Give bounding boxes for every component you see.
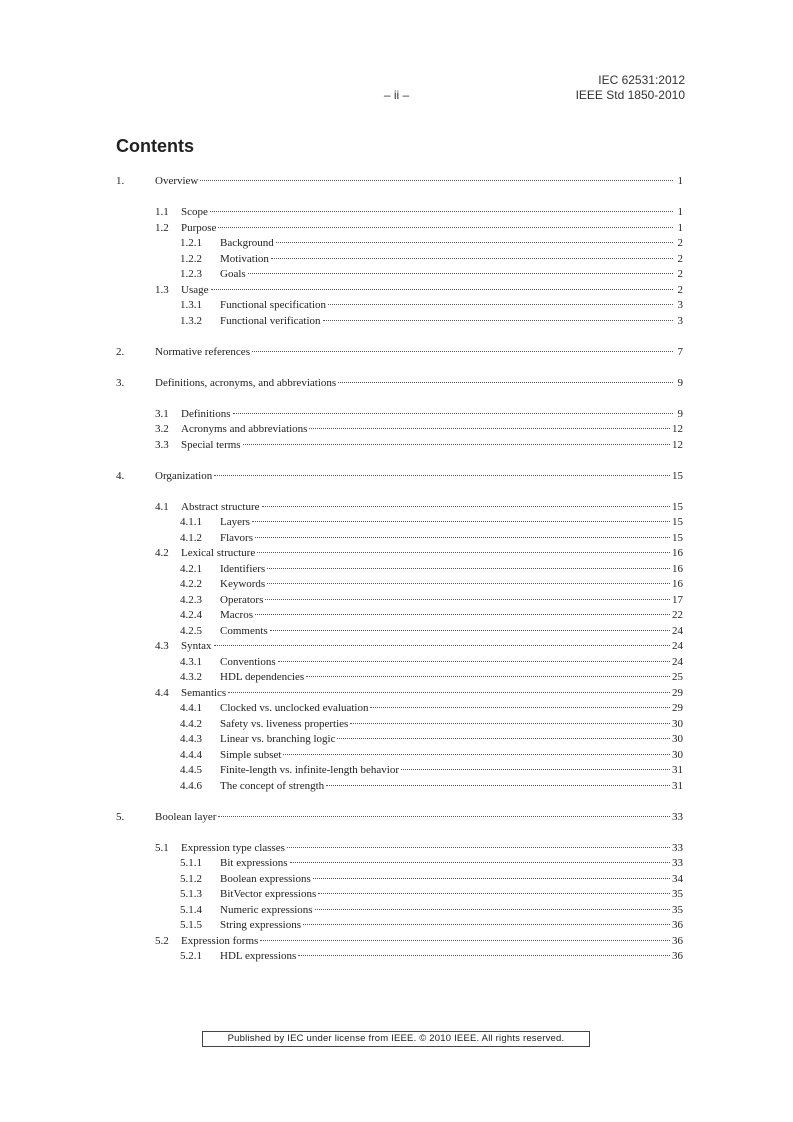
dot-leader (315, 908, 670, 910)
dot-leader (303, 923, 670, 925)
dot-leader (252, 520, 670, 522)
toc-entry-number: 4.1.1 (180, 516, 202, 528)
toc-entry-number: 4.4.4 (180, 748, 202, 761)
toc-entry[interactable] (116, 872, 683, 888)
toc-entry-number: 1.3.2 (180, 314, 202, 327)
toc-entry[interactable] (116, 593, 683, 609)
toc-entry[interactable] (116, 469, 683, 485)
toc-entry-number: 4.2.4 (180, 609, 202, 621)
toc-entry-title[interactable]: Lexical structure (181, 547, 256, 559)
toc-entry-title[interactable]: Macros (220, 609, 253, 621)
ieee-standard-id: IEEE Std 1850-2010 (575, 88, 685, 102)
toc-entry-page[interactable]: 30 (672, 748, 683, 761)
toc-entry[interactable] (116, 624, 683, 640)
toc-entry[interactable] (116, 531, 683, 547)
toc-entry-number: 3. (116, 376, 125, 389)
dot-leader (313, 877, 670, 879)
toc-entry[interactable] (116, 438, 683, 454)
dot-leader (337, 737, 670, 739)
toc-entry-page[interactable]: 12 (672, 438, 683, 451)
toc-entry-page[interactable]: 29 (672, 686, 683, 699)
dot-leader (214, 644, 670, 646)
toc-entry[interactable] (116, 856, 683, 872)
toc-entry-page[interactable]: 36 (672, 950, 683, 962)
toc-entry-number: 1.2.2 (180, 252, 202, 265)
toc-entry-number: 1.2 (155, 221, 169, 234)
toc-entry-number: 5.1.5 (180, 919, 202, 931)
toc-entry-page[interactable]: 15 (672, 500, 683, 513)
toc-entry-number: 5.1.4 (180, 903, 202, 916)
toc-entry-number: 5.2.1 (180, 950, 202, 962)
toc-entry-number: 4.3 (155, 640, 169, 652)
toc-entry[interactable] (116, 562, 683, 578)
toc-entry-title[interactable]: The concept of strength (220, 779, 325, 792)
dot-leader (248, 272, 673, 274)
toc-entry[interactable] (116, 422, 683, 438)
toc-entry-number: 4.4.2 (180, 717, 202, 730)
toc-entry-title[interactable]: Special terms (181, 438, 241, 451)
toc-entry-page[interactable]: 2 (677, 268, 683, 280)
toc-entry[interactable] (116, 407, 683, 423)
dot-leader (252, 350, 673, 352)
toc-entry-number: 1.3 (155, 283, 169, 296)
iec-standard-id: IEC 62531:2012 (598, 73, 685, 87)
toc-entry-title[interactable]: Boolean expressions (220, 872, 311, 885)
dot-leader (257, 551, 670, 553)
dot-leader (298, 954, 670, 956)
toc-entry-title[interactable]: Motivation (220, 252, 269, 265)
toc-entry[interactable] (116, 252, 683, 268)
toc-entry-number: 5.1.3 (180, 888, 202, 900)
toc-entry-title[interactable]: Numeric expressions (220, 903, 313, 916)
toc-entry[interactable] (116, 686, 683, 702)
toc-entry-page[interactable]: 7 (677, 345, 683, 358)
dot-leader (278, 660, 670, 662)
toc-entry-number: 1.1 (155, 206, 169, 218)
toc-entry-number: 4.2.3 (180, 593, 202, 606)
dot-leader (267, 567, 670, 569)
toc-entry-number: 4.4.1 (180, 702, 202, 714)
dot-leader (262, 505, 671, 507)
toc-entry-page[interactable]: 1 (677, 206, 683, 218)
toc-entry-number: 3.2 (155, 423, 169, 435)
dot-leader (401, 768, 670, 770)
toc-entry-number: 1.3.1 (180, 299, 202, 311)
toc-entry-page[interactable]: 33 (672, 857, 683, 869)
toc-entry-page[interactable]: 12 (672, 423, 683, 435)
toc-entry-page[interactable]: 24 (672, 640, 683, 652)
dot-leader (210, 210, 673, 212)
dot-leader (350, 722, 670, 724)
dot-leader (370, 706, 670, 708)
toc-entry[interactable] (116, 903, 683, 919)
toc-entry-page[interactable]: 33 (672, 841, 683, 854)
toc-entry-number: 4.4.6 (180, 779, 202, 792)
toc-entry-page[interactable]: 1 (677, 175, 683, 187)
dot-leader (309, 427, 670, 429)
toc-entry-title[interactable]: Linear vs. branching logic (220, 733, 336, 745)
toc-entry-page[interactable]: 3 (677, 299, 683, 311)
toc-entry-number: 3.3 (155, 438, 169, 451)
toc-entry[interactable] (116, 608, 683, 624)
toc-entry-page[interactable]: 9 (677, 407, 683, 420)
toc-entry-title[interactable]: Usage (181, 283, 209, 296)
toc-entry-title[interactable]: Goals (220, 268, 246, 280)
toc-entry-title[interactable]: Clocked vs. unclocked evaluation (220, 702, 369, 714)
toc-entry-title[interactable]: Acronyms and abbreviations (181, 423, 308, 435)
toc-entry-title[interactable]: Simple subset (220, 748, 282, 761)
toc-entry-title[interactable]: Boolean layer (155, 810, 217, 823)
dot-leader (260, 939, 670, 941)
dot-leader (318, 892, 670, 894)
toc-entry-title[interactable]: Layers (220, 516, 250, 528)
toc-entry-title[interactable]: Organization (155, 469, 213, 482)
toc-entry-title[interactable]: Expression type classes (181, 841, 285, 854)
toc-entry[interactable] (116, 174, 683, 190)
toc-entry[interactable] (116, 376, 683, 392)
toc-entry-page[interactable]: 34 (672, 872, 683, 885)
dot-leader (265, 598, 670, 600)
dot-leader (243, 443, 670, 445)
dot-leader (228, 691, 670, 693)
toc-entry-page[interactable]: 33 (672, 810, 683, 823)
toc-entry-number: 4.4 (155, 686, 169, 699)
toc-entry-title[interactable]: Flavors (220, 531, 253, 544)
toc-entry-title[interactable]: Finite-length vs. infinite-length behavior (220, 764, 400, 776)
toc-entry-page[interactable]: 35 (672, 903, 683, 916)
toc-entry[interactable] (116, 748, 683, 764)
toc-entry[interactable] (116, 298, 683, 314)
toc-entry[interactable] (116, 577, 683, 593)
dot-leader (267, 582, 670, 584)
dot-leader (276, 241, 673, 243)
toc-entry-title[interactable]: Syntax (181, 640, 212, 652)
toc-entry[interactable] (116, 934, 683, 950)
toc-entry-number: 4.3.2 (180, 671, 202, 683)
toc-entry[interactable] (116, 918, 683, 934)
toc-entry-title[interactable]: BitVector expressions (220, 888, 317, 900)
dot-leader (323, 319, 674, 321)
dot-leader (211, 288, 674, 290)
dot-leader (271, 257, 673, 259)
toc-entry[interactable] (116, 841, 683, 857)
toc-entry-title[interactable]: Overview (155, 175, 199, 187)
toc-entry-title[interactable]: Conventions (220, 655, 276, 668)
toc-entry-page[interactable]: 3 (677, 314, 683, 327)
toc-entry-title[interactable]: Normative references (155, 345, 250, 358)
copyright-notice: Published by IEC under license from IEEE. © 2010 IEEE. All rights reserved. (202, 1031, 590, 1047)
toc-entry-number: 4. (116, 469, 125, 482)
toc-entry-title[interactable]: Operators (220, 593, 264, 606)
dot-leader (326, 784, 670, 786)
toc-entry-number: 5. (116, 810, 125, 823)
toc-entry-number: 1.2.1 (180, 237, 202, 249)
dot-leader (255, 613, 670, 615)
toc-entry[interactable] (116, 670, 683, 686)
toc-entry-page[interactable]: 1 (677, 221, 683, 234)
toc-entry-number: 4.3.1 (180, 655, 202, 668)
toc-entry-title[interactable]: Identifiers (220, 562, 266, 575)
toc-entry-number: 4.2.5 (180, 624, 202, 637)
toc-entry-page[interactable]: 2 (677, 252, 683, 265)
toc-entry-title[interactable]: Semantics (181, 686, 227, 699)
dot-leader (328, 303, 673, 305)
toc-entry-number: 3.1 (155, 407, 169, 420)
toc-entry-number: 1. (116, 175, 125, 187)
toc-entry-page[interactable]: 16 (672, 547, 683, 559)
toc-entry-title[interactable]: Abstract structure (181, 500, 260, 513)
toc-entry[interactable] (116, 779, 683, 795)
dot-leader (200, 179, 673, 181)
toc-entry-title[interactable]: HDL dependencies (220, 671, 305, 683)
toc-entry-page[interactable]: 15 (672, 469, 683, 482)
toc-entry[interactable] (116, 810, 683, 826)
toc-entry[interactable] (116, 546, 683, 562)
toc-entry-title[interactable]: HDL expressions (220, 950, 297, 962)
toc-entry-page[interactable]: 16 (672, 578, 683, 590)
dot-leader (283, 753, 670, 755)
toc-entry-page[interactable]: 22 (672, 609, 683, 621)
toc-entry[interactable] (116, 236, 683, 252)
table-of-contents (116, 174, 683, 965)
toc-entry-number: 4.2 (155, 547, 169, 559)
toc-entry[interactable] (116, 639, 683, 655)
toc-entry[interactable] (116, 949, 683, 965)
toc-entry[interactable] (116, 515, 683, 531)
toc-entry-number: 5.1.1 (180, 857, 202, 869)
toc-entry-number: 4.4.3 (180, 733, 202, 745)
toc-entry-page[interactable]: 31 (672, 764, 683, 776)
toc-entry-page[interactable]: 31 (672, 779, 683, 792)
page-number: – ii – (383, 88, 410, 102)
toc-entry-page[interactable]: 2 (677, 237, 683, 249)
toc-entry-page[interactable]: 24 (672, 624, 683, 637)
toc-entry-page[interactable]: 9 (677, 376, 683, 389)
toc-entry[interactable] (116, 283, 683, 299)
dot-leader (255, 536, 670, 538)
toc-entry-title[interactable]: String expressions (220, 919, 301, 931)
toc-entry-number: 5.1 (155, 841, 169, 854)
toc-entry[interactable] (116, 267, 683, 283)
toc-entry[interactable] (116, 701, 683, 717)
dot-leader (290, 861, 670, 863)
toc-entry-number: 4.1.2 (180, 531, 202, 544)
toc-entry-title[interactable]: Expression forms (181, 934, 259, 947)
dot-leader (218, 226, 673, 228)
toc-entry[interactable] (116, 732, 683, 748)
dot-leader (218, 815, 670, 817)
dot-leader (306, 675, 670, 677)
toc-entry-title[interactable]: Definitions (181, 407, 231, 420)
toc-entry[interactable] (116, 221, 683, 237)
toc-entry-page[interactable]: 17 (672, 593, 683, 606)
toc-entry[interactable] (116, 763, 683, 779)
dot-leader (287, 846, 670, 848)
dot-leader (270, 629, 670, 631)
toc-entry[interactable] (116, 314, 683, 330)
toc-entry-number: 5.1.2 (180, 872, 202, 885)
toc-entry-page[interactable]: 16 (672, 562, 683, 575)
toc-entry-page[interactable]: 15 (672, 531, 683, 544)
toc-entry-title[interactable]: Definitions, acronyms, and abbreviations (155, 376, 337, 389)
toc-entry[interactable] (116, 205, 683, 221)
toc-entry-number: 2. (116, 345, 125, 358)
toc-entry-number: 5.2 (155, 934, 169, 947)
toc-entry-number: 4.1 (155, 500, 169, 513)
toc-entry-page[interactable]: 35 (672, 888, 683, 900)
toc-entry-page[interactable]: 24 (672, 655, 683, 668)
toc-entry-page[interactable]: 36 (672, 934, 683, 947)
toc-entry-title[interactable]: Functional verification (220, 314, 321, 327)
toc-entry-title[interactable]: Comments (220, 624, 268, 637)
dot-leader (338, 381, 673, 383)
toc-entry-page[interactable]: 25 (672, 671, 683, 683)
toc-entry-page[interactable]: 29 (672, 702, 683, 714)
dot-leader (233, 412, 674, 414)
toc-entry-number: 4.4.5 (180, 764, 202, 776)
toc-entry-title[interactable]: Purpose (181, 221, 217, 234)
toc-entry[interactable] (116, 345, 683, 361)
toc-entry-page[interactable]: 36 (672, 919, 683, 931)
toc-entry-page[interactable]: 15 (672, 516, 683, 528)
toc-entry-title[interactable]: Background (220, 237, 274, 249)
toc-entry[interactable] (116, 887, 683, 903)
toc-entry[interactable] (116, 655, 683, 671)
toc-entry[interactable] (116, 717, 683, 733)
toc-entry-number: 4.2.1 (180, 562, 202, 575)
toc-entry-title[interactable]: Keywords (220, 578, 266, 590)
dot-leader (214, 474, 670, 476)
toc-entry[interactable] (116, 500, 683, 516)
toc-entry-number: 4.2.2 (180, 578, 202, 590)
toc-entry-number: 1.2.3 (180, 268, 202, 280)
toc-entry-title[interactable]: Safety vs. liveness properties (220, 717, 349, 730)
toc-entry-title[interactable]: Functional specification (220, 299, 326, 311)
toc-entry-page[interactable]: 2 (677, 283, 683, 296)
toc-entry-page[interactable]: 30 (672, 717, 683, 730)
toc-entry-page[interactable]: 30 (672, 733, 683, 745)
toc-entry-title[interactable]: Bit expressions (220, 857, 288, 869)
toc-entry-title[interactable]: Scope (181, 206, 208, 218)
page-title: Contents (116, 136, 194, 156)
